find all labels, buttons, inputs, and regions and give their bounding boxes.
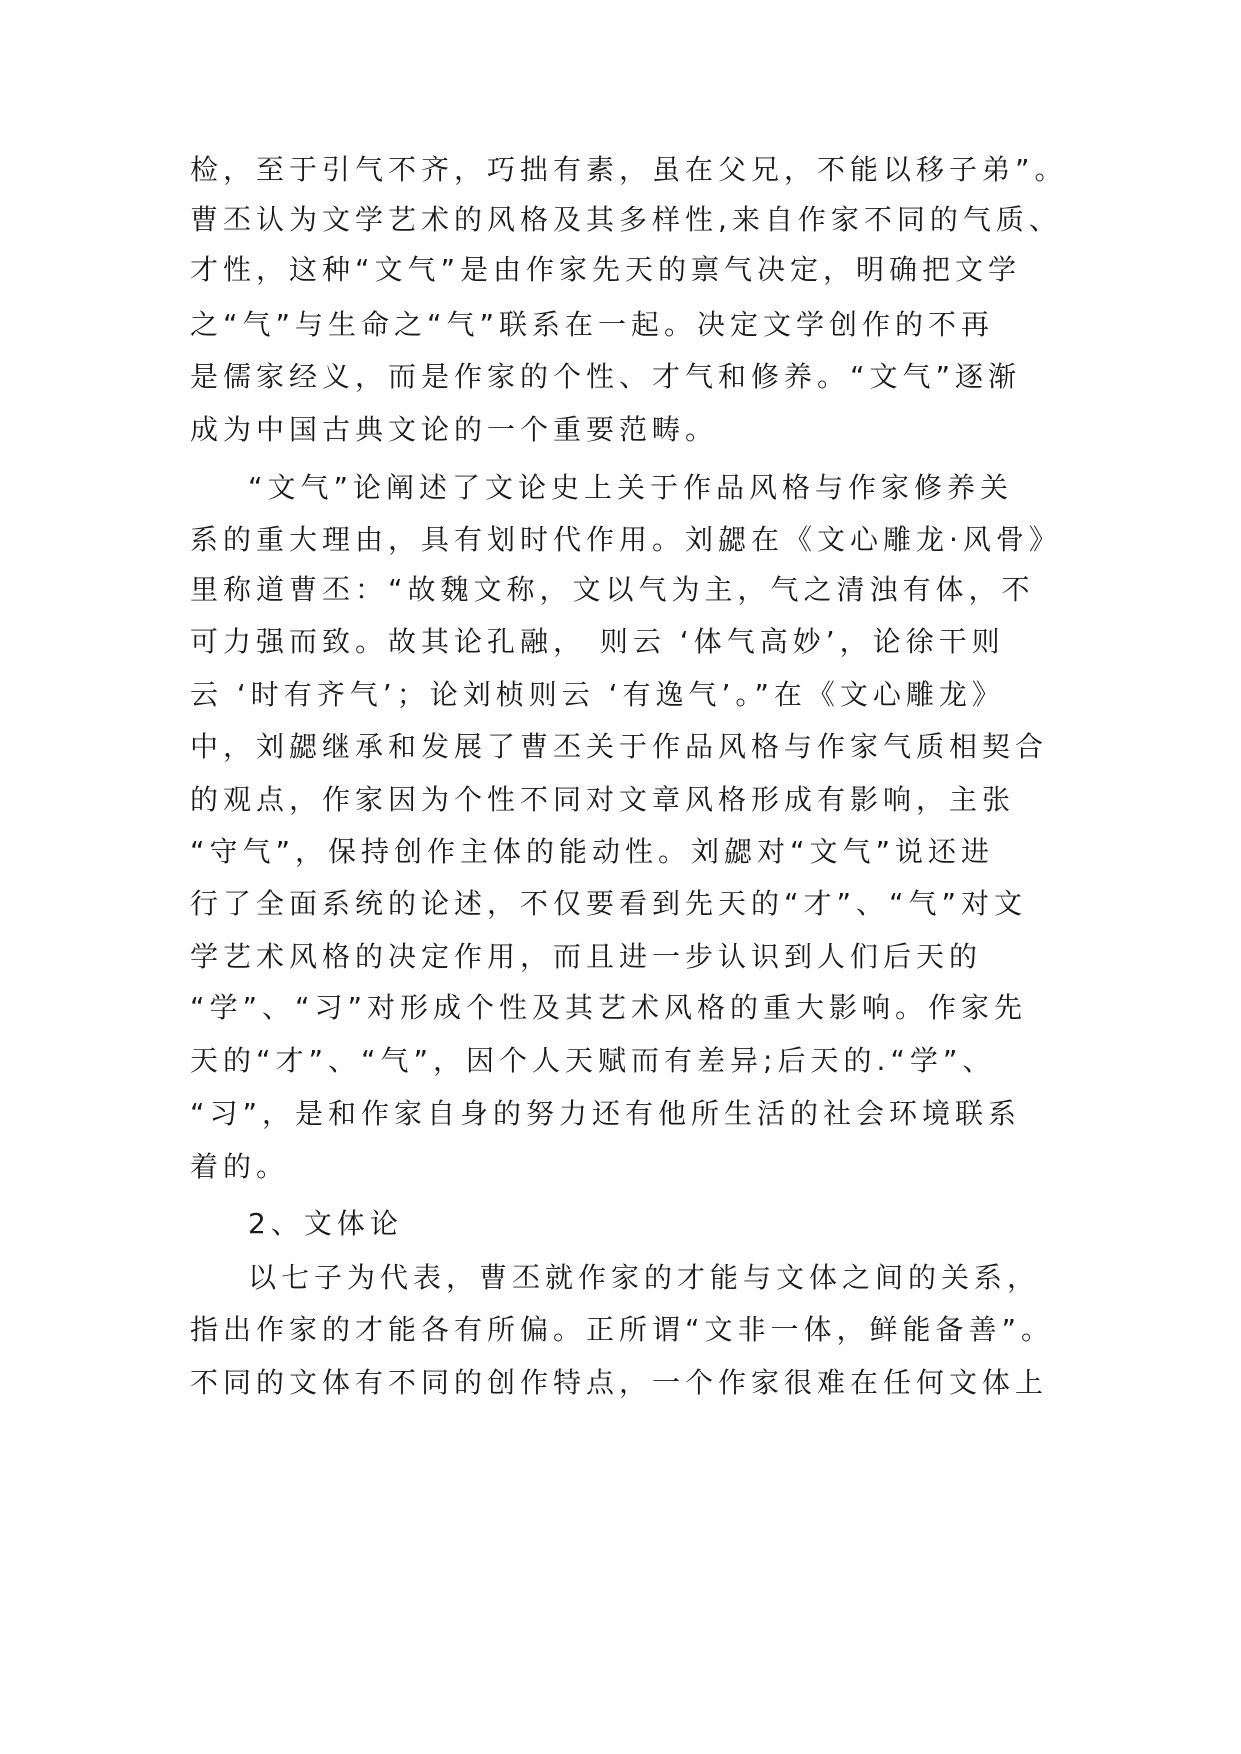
text-line: “守气”，保持创作主体的能动性。刘勰对“文气”说还进: [190, 835, 995, 868]
text-line: 可力强而致。故其论孔融， 则云 ‘体气高妙’，论徐干则: [190, 625, 1005, 658]
text-line: 里称道曹丕：“故魏文称，文以气为主，气之清浊有体，不: [190, 573, 1035, 606]
text-line: 天的“才”、“气”，因个人天赋而有差异;后天的.“学”、: [190, 1044, 996, 1077]
text-line: 不同的文体有不同的创作特点，一个作家很难在任何文体上: [190, 1366, 1049, 1399]
text-line: 指出作家的才能各有所偏。正所谓“文非一体，鲜能备善”。: [190, 1313, 1055, 1346]
text-line: 成为中国古典文论的一个重要范畴。: [190, 413, 719, 446]
section-heading: 2、文体论: [248, 1207, 403, 1240]
text-line: 曹丕认为文学艺术的风格及其多样性,来自作家不同的气质、: [190, 203, 1062, 236]
text-line: 之“气”与生命之“气”联系在一起。决定文学创作的不再: [190, 308, 995, 341]
text-line: “学”、“习”对形成个性及其艺术风格的重大影响。作家先: [190, 991, 1028, 1024]
text-line: 系的重大理由，具有划时代作用。刘勰在《文心雕龙·风骨》: [190, 523, 1062, 556]
text-line: “习”，是和作家自身的努力还有他所生活的社会环境联系: [190, 1097, 1022, 1130]
text-line: 云 ‘时有齐气’；论刘桢则云 ‘有逸气’。”在《文心雕龙》: [190, 678, 1005, 711]
text-line: 是儒家经义，而是作家的个性、才气和修养。“文气”逐渐: [190, 360, 1022, 393]
text-line: 着的。: [190, 1150, 290, 1183]
text-line: 行了全面系统的论述，不仅要看到先天的“才”、“气”对文: [190, 887, 1028, 920]
text-line: 检，至于引气不齐，巧拙有素，虽在父兄，不能以移子弟”。: [190, 153, 1068, 186]
text-line: 的观点，作家因为个性不同对文章风格形成有影响，主张: [190, 783, 1016, 816]
paragraph-first-line: “文气”论阐述了文论史上关于作品风格与作家修养关: [248, 471, 1014, 504]
paragraph-first-line: 以七子为代表，曹丕就作家的才能与文体之间的关系，: [248, 1261, 1041, 1294]
text-line: 才性，这种“文气”是由作家先天的禀气决定，明确把文学: [190, 253, 1022, 286]
text-line: 中，刘勰继承和发展了曹丕关于作品风格与作家气质相契合: [190, 730, 1049, 763]
text-line: 学艺术风格的决定作用，而且进一步认识到人们后天的: [190, 940, 983, 973]
